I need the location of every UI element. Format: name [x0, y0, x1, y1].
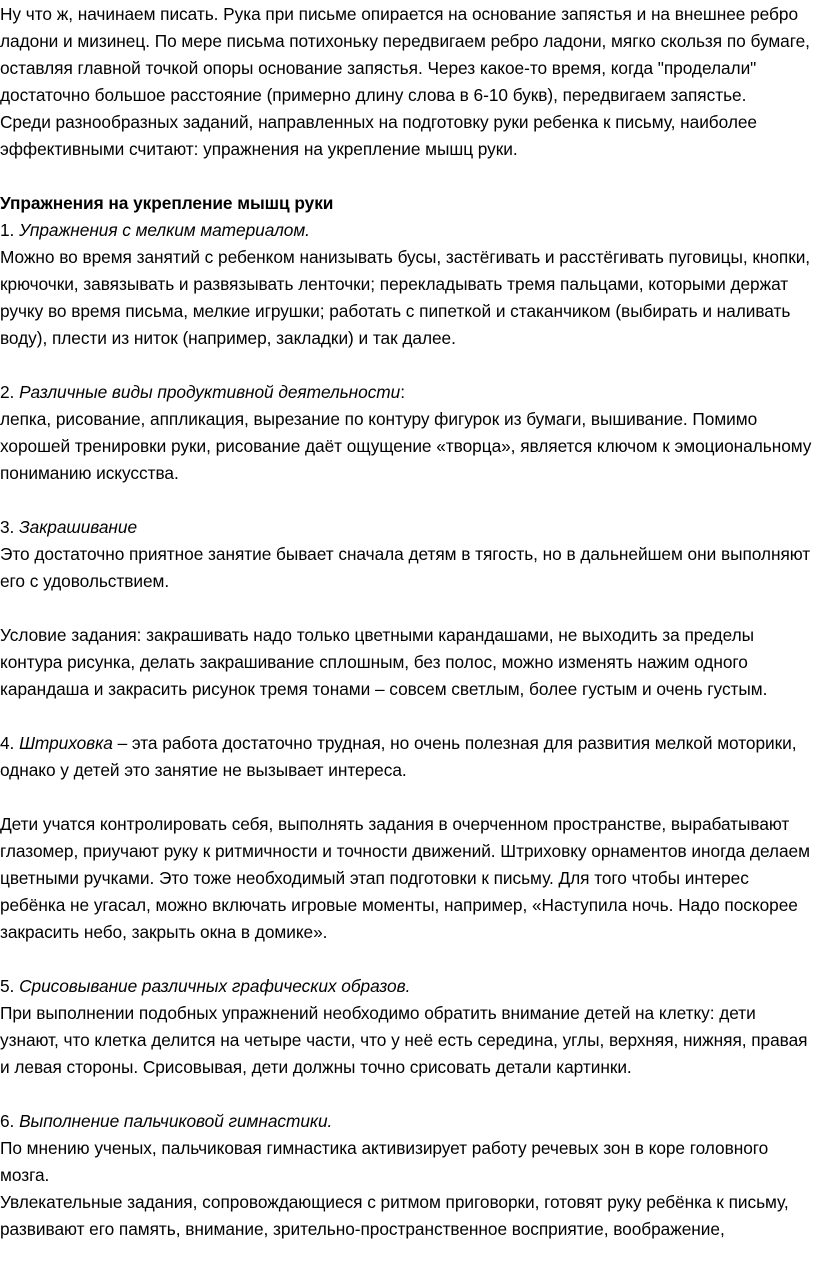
item-6-number: 6.	[0, 1111, 20, 1131]
item-2-title: Различные виды продуктивной деятельности	[19, 382, 401, 402]
intro-paragraph-2: Среди разнообразных заданий, направленных на подготовку руки ребенка к письму, наиболее эффективными считают: упражнения на укрепление мышц руки.	[0, 112, 757, 159]
blank-line	[0, 352, 816, 379]
item-3-title-line	[0, 514, 816, 541]
blank-line	[0, 784, 816, 811]
blank-line	[0, 1081, 816, 1108]
blank-line	[0, 703, 816, 730]
blank-line	[0, 487, 816, 514]
item-2-title-line	[0, 379, 816, 406]
item-4-number: 4.	[0, 733, 20, 753]
blank-line	[0, 163, 816, 190]
item-5-number: 5.	[0, 976, 20, 996]
item-6-text-2: Увлекательные задания, сопровождающиеся с ритмом приговорки, готовят руку ребёнка к письму, развивают его память, внимание, зрительно-пространственное восприятие, воображение,	[0, 1192, 789, 1239]
blank-line	[0, 946, 816, 973]
item-4-title-line	[0, 730, 816, 784]
item-5-title: Срисовывание различных графических образов.	[19, 976, 411, 996]
item-4-title: Штриховка	[19, 733, 113, 753]
item-1-title-line	[0, 217, 816, 244]
item-2-text: лепка, рисование, аппликация, вырезание по контуру фигурок из бумаги, вышивание. Помимо хорошей тренировки руки, рисование даёт ощущение «творца», является ключом к эмоциональному пониманию искусства.	[0, 409, 812, 483]
item-6-title: Выполнение пальчиковой гимнастики.	[19, 1111, 333, 1131]
intro-paragraph-1: Ну что ж, начинаем писать. Рука при письме опирается на основание запястья и на внешнее ребро ладони и мизинец. По мере письма потихоньку передвигаем ребро ладони, мягко скользя по бумаге, оставляя главной точкой опоры основание запястья. Через какое-то время, когда "проделали" достаточно большое расстояние (примерно длину слова в 6-10 букв), передвигаем запястье.	[0, 4, 810, 105]
section-heading: Упражнения на укрепление мышц руки	[0, 193, 334, 213]
item-5-text: При выполнении подобных упражнений необходимо обратить внимание детей на клетку: дети узнают, что клетка делится на четыре части, что у неё есть середина, углы, верхняя, нижняя, правая и левая стороны. Срисовывая, дети должны точно срисовать детали картинки.	[0, 1003, 808, 1077]
item-3-title: Закрашивание	[19, 517, 138, 537]
item-5-title-line	[0, 973, 816, 1000]
item-1-number: 1.	[0, 220, 20, 240]
item-2-number: 2.	[0, 382, 20, 402]
item-3-number: 3.	[0, 517, 20, 537]
item-6-text-1: По мнению ученых, пальчиковая гимнастика активизирует работу речевых зон в коре головного мозга.	[0, 1138, 769, 1185]
item-1-title: Упражнения с мелким материалом.	[19, 220, 310, 240]
item-4-text: Дети учатся контролировать себя, выполнять задания в очерченном пространстве, вырабатывают глазомер, приучают руку к ритмичности и точности движений. Штриховку орнаментов иногда делаем цветными ручками. Это тоже необходимый этап подготовки к письму. Для того чтобы интерес ребёнка не угасал, можно включать игровые моменты, например, «Наступила ночь. Надо поскорее закрасить небо, закрыть окна в домике».	[0, 814, 810, 942]
item-2-colon: :	[400, 382, 405, 402]
blank-line	[0, 595, 816, 622]
item-6-title-line	[0, 1108, 816, 1135]
item-3-text: Это достаточно приятное занятие бывает сначала детям в тягость, но в дальнейшем они выполняют его с удовольствием.	[0, 544, 811, 591]
item-3-condition: Условие задания: закрашивать надо только цветными карандашами, не выходить за пределы контура рисунка, делать закрашивание сплошным, без полос, можно изменять нажим одного карандаша и закрасить рисунок тремя тонами – совсем светлым, более густым и очень густым.	[0, 625, 768, 699]
item-1-text: Можно во время занятий с ребенком нанизывать бусы, застёгивать и расстёгивать пуговицы, кнопки, крючочки, завязывать и развязывать ленточки; перекладывать тремя пальцами, которыми держат ручку во время письма, мелкие игрушки; работать с пипеткой и стаканчиком (выбирать и наливать воду), плести из ниток (например, закладки) и так далее.	[0, 247, 811, 348]
item-4-rest: – эта работа достаточно трудная, но очень полезная для развития мелкой моторики, однако у детей это занятие не вызывает интереса.	[0, 733, 797, 780]
